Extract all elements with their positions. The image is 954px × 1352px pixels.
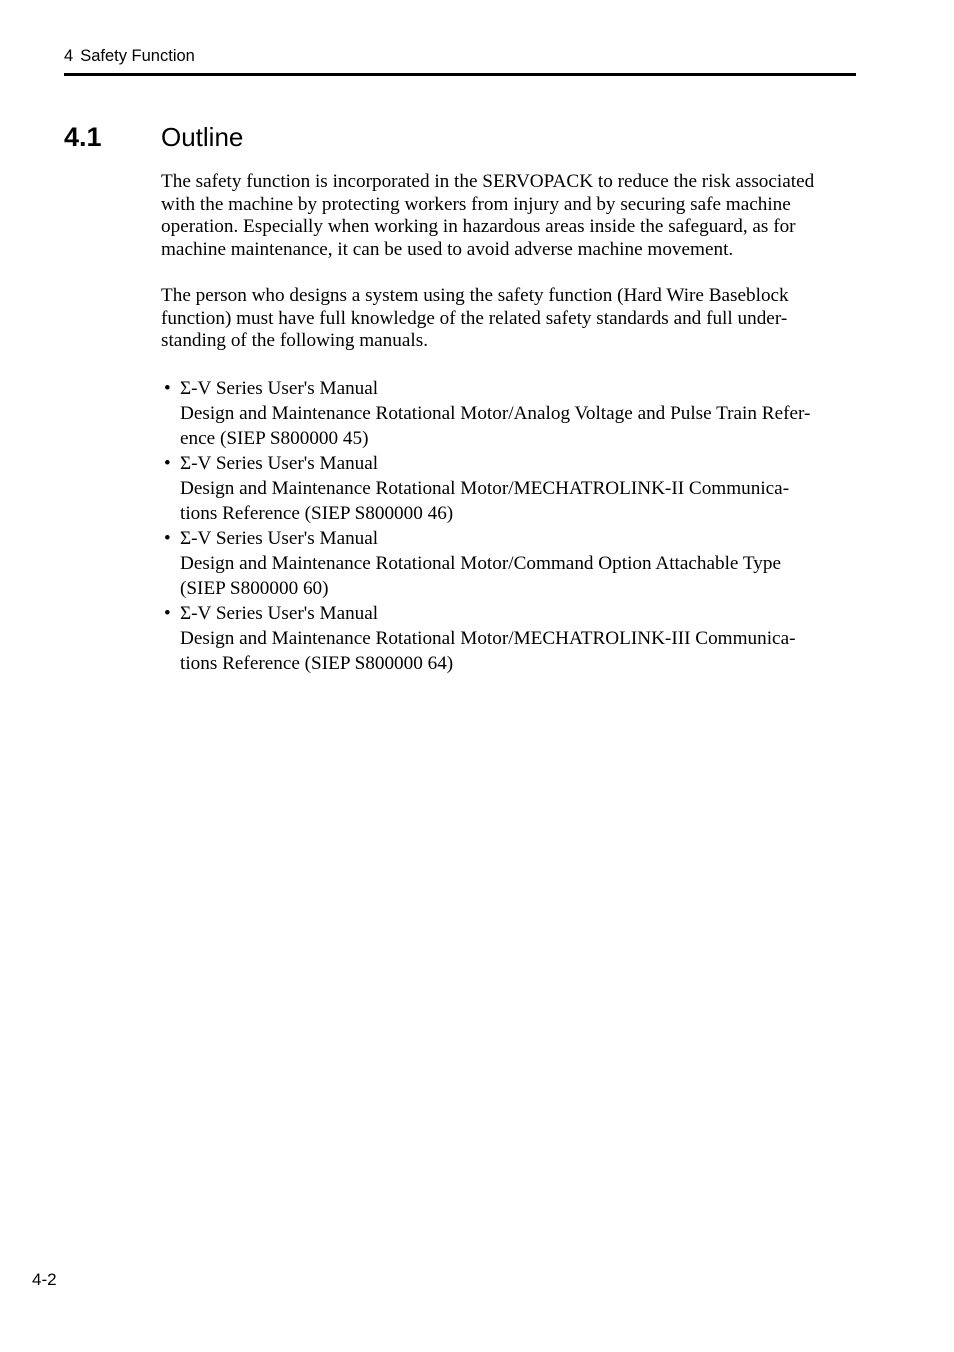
- manual-description: Design and Maintenance Rotational Motor/Command Option Attachable Type: [180, 552, 781, 574]
- manual-series-title: Σ-V Series User's Manual: [180, 602, 379, 624]
- manual-series-title: Σ-V Series User's Manual: [180, 377, 379, 399]
- bullet-icon: •: [164, 602, 171, 624]
- manual-description-continued: tions Reference (SIEP S800000 64): [180, 652, 454, 674]
- list-item: [161, 451, 861, 526]
- bullet-icon: •: [164, 527, 171, 549]
- list-item: [161, 526, 861, 601]
- manual-description-continued: ence (SIEP S800000 45): [180, 427, 369, 449]
- manual-description-continued: (SIEP S800000 60): [180, 577, 329, 599]
- section-title: Outline: [161, 122, 244, 152]
- paragraph-requirements: The person who designs a system using the safety function (Hard Wire Baseblock function) must have full knowledge of the related safety standards and full under- standing of the following manuals.: [161, 284, 789, 352]
- manual-description: Design and Maintenance Rotational Motor/Analog Voltage and Pulse Train Refer-: [180, 402, 811, 424]
- header-rule: [64, 73, 856, 76]
- manual-description: Design and Maintenance Rotational Motor/MECHATROLINK-III Communica-: [180, 627, 796, 649]
- paragraph-intro: The safety function is incorporated in the SERVOPACK to reduce the risk associated with the machine by protecting workers from injury and by securing safe machine operation. Especially when working in hazardous areas inside the safeguard, as for machine maintenance, it can be used to avoid adverse machine movement.: [161, 171, 815, 261]
- bullet-icon: •: [164, 377, 171, 399]
- manual-description: Design and Maintenance Rotational Motor/MECHATROLINK-II Communica-: [180, 477, 790, 499]
- manual-list: [161, 376, 861, 676]
- list-item: [161, 601, 861, 676]
- running-header: [64, 46, 195, 66]
- chapter-title: Safety Function: [80, 47, 195, 65]
- list-item: [161, 376, 861, 451]
- manual-description-continued: tions Reference (SIEP S800000 46): [180, 502, 454, 524]
- body-text: [161, 171, 861, 676]
- section-number: 4.1: [64, 122, 102, 152]
- manual-series-title: Σ-V Series User's Manual: [180, 527, 379, 549]
- bullet-icon: •: [164, 452, 171, 474]
- chapter-number: 4: [64, 47, 74, 65]
- manual-series-title: Σ-V Series User's Manual: [180, 452, 379, 474]
- page-number: 4-2: [32, 1270, 57, 1289]
